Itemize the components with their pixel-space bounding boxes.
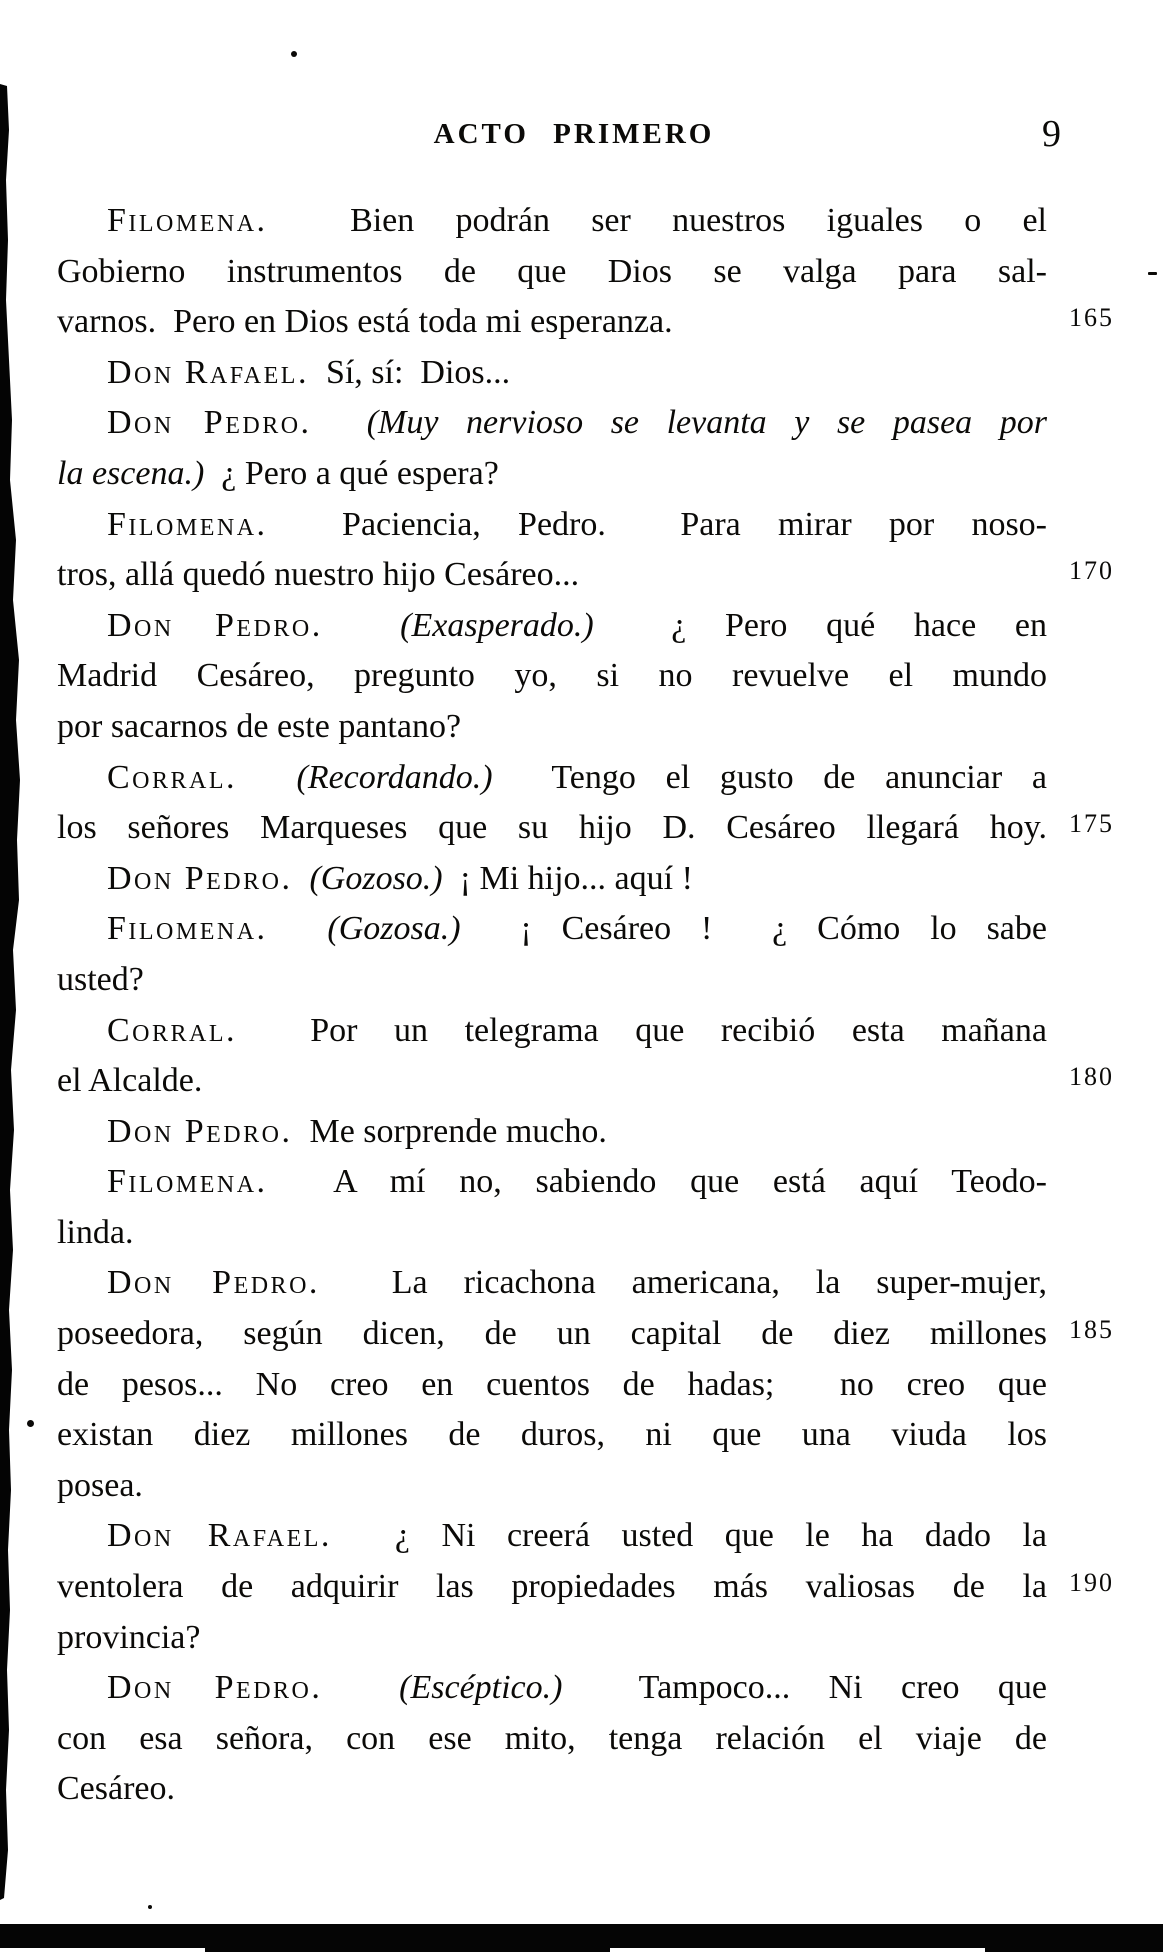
verse-line-number: 190 [1069, 1568, 1114, 1598]
stage-direction: (Escéptico.) [322, 1669, 563, 1707]
text-line [57, 1258, 1047, 1309]
ink-speck [148, 1905, 152, 1909]
text-line [57, 1208, 1047, 1259]
speaker-name: Don Pedro. [107, 1264, 320, 1302]
text-line [57, 1562, 1114, 1613]
dialogue-text: ¿ Pero a qué espera? [204, 454, 499, 492]
dialogue-text: La ricachona americana, la super-mujer, [319, 1264, 1047, 1302]
dialogue-text: Bien podrán ser nuestros iguales o el [267, 202, 1047, 239]
speaker-name: Don Pedro. [107, 1669, 323, 1707]
stage-direction: (Recordando.) [237, 758, 493, 796]
text-line [57, 601, 1047, 652]
dialogue-text: ¿ Pero qué hace en [593, 606, 1047, 644]
text-line [57, 854, 1047, 905]
dialogue-text: de pesos... No creo en cuentos de hadas; no creo que [57, 1365, 1047, 1403]
dialogue-text: posea. [57, 1466, 143, 1504]
scan-binding-edge [0, 0, 26, 1952]
ink-speck [1148, 272, 1157, 275]
speaker-name: Don Rafael. [107, 1517, 332, 1555]
ink-speck [27, 1420, 34, 1427]
dialogue-text: Paciencia, Pedro. Para mirar por noso- [267, 505, 1047, 543]
scan-bottom-edge-strip [205, 1948, 610, 1952]
stage-direction: (Exasperado.) [322, 606, 594, 644]
text-line [57, 398, 1047, 449]
text-line [57, 1714, 1047, 1765]
stage-direction: la escena.) [57, 454, 205, 492]
stage-direction: (Gozoso.) [292, 859, 443, 897]
dialogue-text: ¡ Cesáreo ! ¿ Cómo lo sabe [460, 910, 1047, 948]
speaker-name: Filomena. [107, 202, 268, 239]
speaker-name: Don Rafael. [107, 353, 309, 391]
dialogue-text: existan diez millones de duros, ni que una viuda los [57, 1416, 1047, 1454]
text-line [57, 500, 1047, 551]
speaker-name: Don Pedro. [107, 1112, 293, 1150]
text-line [57, 449, 1047, 500]
speaker-name: Filomena. [107, 1163, 268, 1201]
text-line [57, 702, 1047, 753]
text-line [57, 1157, 1047, 1208]
dialogue-text: Tampoco... Ni creo que [562, 1669, 1047, 1707]
dialogue-text: Sí, sí: Dios... [308, 353, 511, 391]
page-number: 9 [1042, 113, 1061, 155]
dialogue-text: tros, allá quedó nuestro hijo Cesáreo... [57, 556, 580, 594]
text-line [57, 1511, 1047, 1562]
text-line [57, 1006, 1047, 1057]
dialogue-text: Por un telegrama que recibió esta mañana [237, 1011, 1047, 1049]
text-line [57, 1107, 1047, 1158]
scan-bottom-edge-strip [985, 1948, 1163, 1952]
text-line [57, 803, 1114, 854]
dialogue-text: usted? [57, 960, 144, 998]
text-line [57, 904, 1047, 955]
verse-line-number: 185 [1069, 1315, 1114, 1345]
dialogue-text: Me sorprende mucho. [292, 1112, 607, 1150]
text-line [57, 297, 1114, 348]
dialogue-text: varnos. Pero en Dios está toda mi esperanza. [57, 303, 673, 341]
dialogue-text: Cesáreo. [57, 1770, 176, 1808]
text-line [57, 753, 1047, 804]
dialogue-text: los señores Marqueses que su hijo D. Cesáreo llegará hoy. [57, 809, 1047, 847]
text-line [57, 1360, 1047, 1411]
stage-direction: (Gozosa.) [267, 910, 461, 948]
text-line [57, 1613, 1047, 1664]
dialogue-text: el Alcalde. [57, 1062, 203, 1100]
dialogue-text: poseedora, según dicen, de un capital de diez millones [57, 1315, 1047, 1353]
text-line [57, 651, 1047, 702]
text-line [57, 1309, 1114, 1360]
dialogue-text: Tengo el gusto de anunciar a [492, 758, 1047, 796]
dialogue-text: con esa señora, con ese mito, tenga relación el viaje de [57, 1719, 1047, 1757]
verse-line-number: 175 [1069, 809, 1114, 839]
text-line [57, 1461, 1047, 1512]
running-header-title: ACTO PRIMERO [433, 118, 715, 150]
text-line [57, 247, 1047, 298]
dialogue-text: A mí no, sabiendo que está aquí Teodo- [267, 1163, 1047, 1201]
scan-bottom-edge [0, 1924, 1163, 1948]
dialogue-text: linda. [57, 1213, 134, 1251]
text-line [57, 550, 1114, 601]
text-line [57, 196, 1047, 247]
verse-line-number: 170 [1069, 556, 1114, 586]
speaker-name: Don Pedro. [107, 404, 312, 442]
text-line [57, 1410, 1047, 1461]
text-block [57, 196, 1114, 1815]
text-line [57, 1764, 1047, 1815]
ink-speck [291, 51, 297, 57]
dialogue-text: ventolera de adquirir las propiedades más valiosas de la [57, 1568, 1047, 1606]
verse-line-number: 165 [1069, 303, 1114, 333]
dialogue-text: ¿ Ni creerá usted que le ha dado la [331, 1517, 1047, 1555]
speaker-name: Don Pedro. [107, 606, 323, 644]
text-line [57, 1056, 1114, 1107]
dialogue-text: ¡ Mi hijo... aquí ! [442, 859, 693, 897]
speaker-name: Corral. [107, 758, 238, 796]
text-line [57, 1663, 1047, 1714]
speaker-name: Filomena. [107, 910, 268, 948]
dialogue-text: provincia? [57, 1618, 201, 1656]
text-line [57, 348, 1047, 399]
stage-direction: (Muy nervioso se levanta y se pasea por [311, 404, 1047, 442]
dialogue-text: Gobierno instrumentos de que Dios se valga para sal- [57, 252, 1047, 290]
text-line [57, 955, 1047, 1006]
verse-line-number: 180 [1069, 1062, 1114, 1092]
dialogue-text: Madrid Cesáreo, pregunto yo, si no revuelve el mundo [57, 657, 1047, 695]
speaker-name: Corral. [107, 1011, 238, 1049]
dialogue-text: por sacarnos de este pantano? [57, 707, 462, 745]
speaker-name: Don Pedro. [107, 859, 293, 897]
speaker-name: Filomena. [107, 505, 268, 543]
